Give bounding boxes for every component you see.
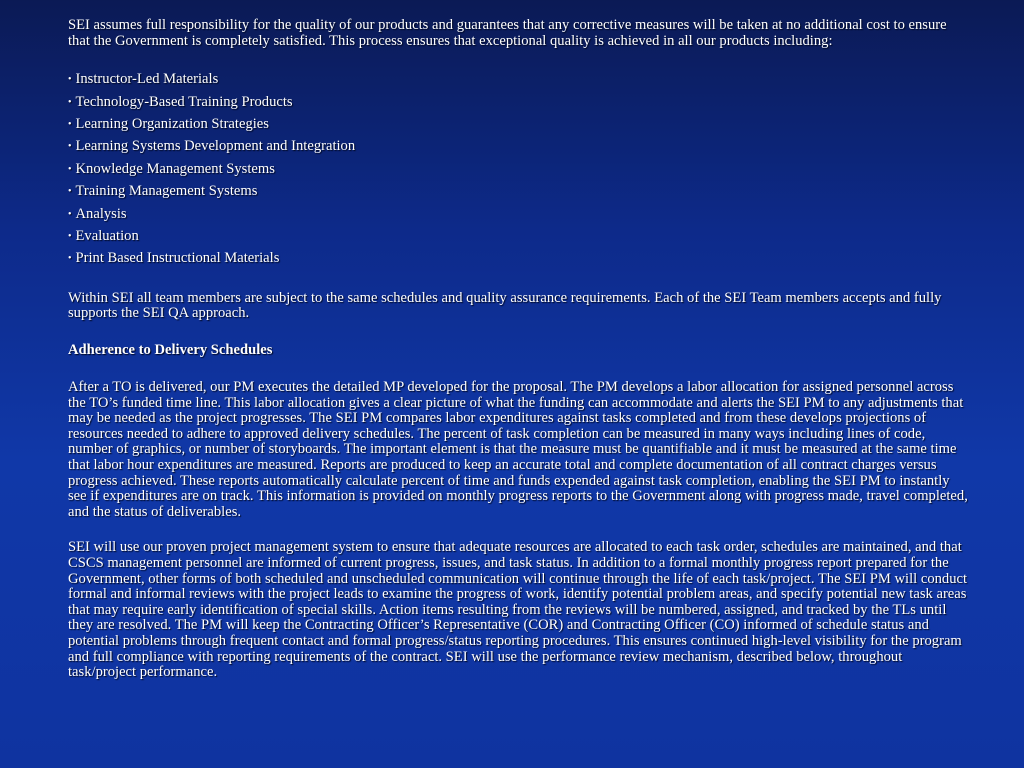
bullet-icon: • [68, 163, 72, 175]
list-item: • Training Management Systems [68, 183, 258, 200]
slide-content [68, 18, 968, 681]
bullet-icon: • [68, 253, 72, 265]
bullet-icon: • [68, 74, 72, 86]
team-paragraph: Within SEI all team members are subject to the same schedules and quality assurance requirements. Each of the SEI Team members accepts and fully supports the SEI QA approach. [68, 289, 942, 322]
delivery-paragraph: After a TO is delivered, our PM executes the detailed MP developed for the proposal. The PM develops a labor allocation for assigned personnel across the TO’s funded time line. This labor allocation gives a clear picture of what the funding can accommodate and alerts the SEI PM to any adjustments that may be needed as the project progresses. The SEI PM compares labor expenditures against tasks completed and from these develops projections of resources needed to adhere to approved delivery schedules. The percent of task completion can be measured in many ways including lines of code, number of graphics, or number of storyboards. The important element is that the measure must be quantifiable and it must be measured at the same time that labor hour expenditures are measured. Reports are produced to keep an accurate total and complete documentation of all contract charges versus progress achieved. These reports automatically calculate percent of time and funds expended against task completion, enabling the SEI PM to instantly see if expenditures are on track. This information is provided on monthly progress reports to the Government along with progress made, travel completed, and the status of deliverables. [68, 379, 968, 520]
list-item: • Instructor-Led Materials [68, 71, 219, 88]
section-heading: Adherence to Delivery Schedules [68, 342, 273, 359]
bullet-icon: • [68, 141, 72, 153]
intro-paragraph: SEI assumes full responsibility for the quality of our products and guarantees that any corrective measures will be taken at no additional cost to ensure that the Government is completely satisfied. This process ensures that exceptional quality is achieved in all our products including: [68, 17, 947, 49]
list-item: • Knowledge Management Systems [68, 160, 275, 177]
list-item: • Learning Systems Development and Integration [68, 138, 356, 155]
project-management-paragraph: SEI will use our proven project management system to ensure that adequate resources are allocated to each task order, schedules are maintained, and that CSCS management personnel are informed of current progress, issues, and task status. In addition to a formal monthly progress report prepared for the Government, other forms of both scheduled and unscheduled communication will continue through the life of each task/project. The SEI PM will conduct formal and informal reviews with the project leads to examine the progress of work, identify potential problem areas, and specify potential new task areas that may require early identification of special skills. Action items resulting from the reviews will be numbered, assigned, and tracked by the TLs until they are resolved. The PM will keep the Contracting Officer’s Representative (COR) and Contracting Officer (CO) informed of schedule status and potential problems through frequent contact and formal progress/status reporting procedures. This ensures continued high-level visibility for the program and full compliance with reporting requirements of the contract. SEI will use the performance review mechanism, described below, throughout task/project performance. [68, 539, 968, 681]
list-item: • Analysis [68, 205, 127, 222]
product-list [68, 69, 968, 271]
list-item: • Technology-Based Training Products [68, 93, 293, 110]
bullet-icon: • [68, 186, 72, 198]
list-item: • Evaluation [68, 228, 139, 245]
list-item: • Print Based Instructional Materials [68, 250, 280, 267]
bullet-icon: • [68, 119, 72, 130]
bullet-icon: • [68, 96, 72, 108]
list-item: • Learning Organization Strategies [68, 116, 269, 132]
bullet-icon: • [68, 231, 72, 243]
bullet-icon: • [68, 208, 72, 220]
